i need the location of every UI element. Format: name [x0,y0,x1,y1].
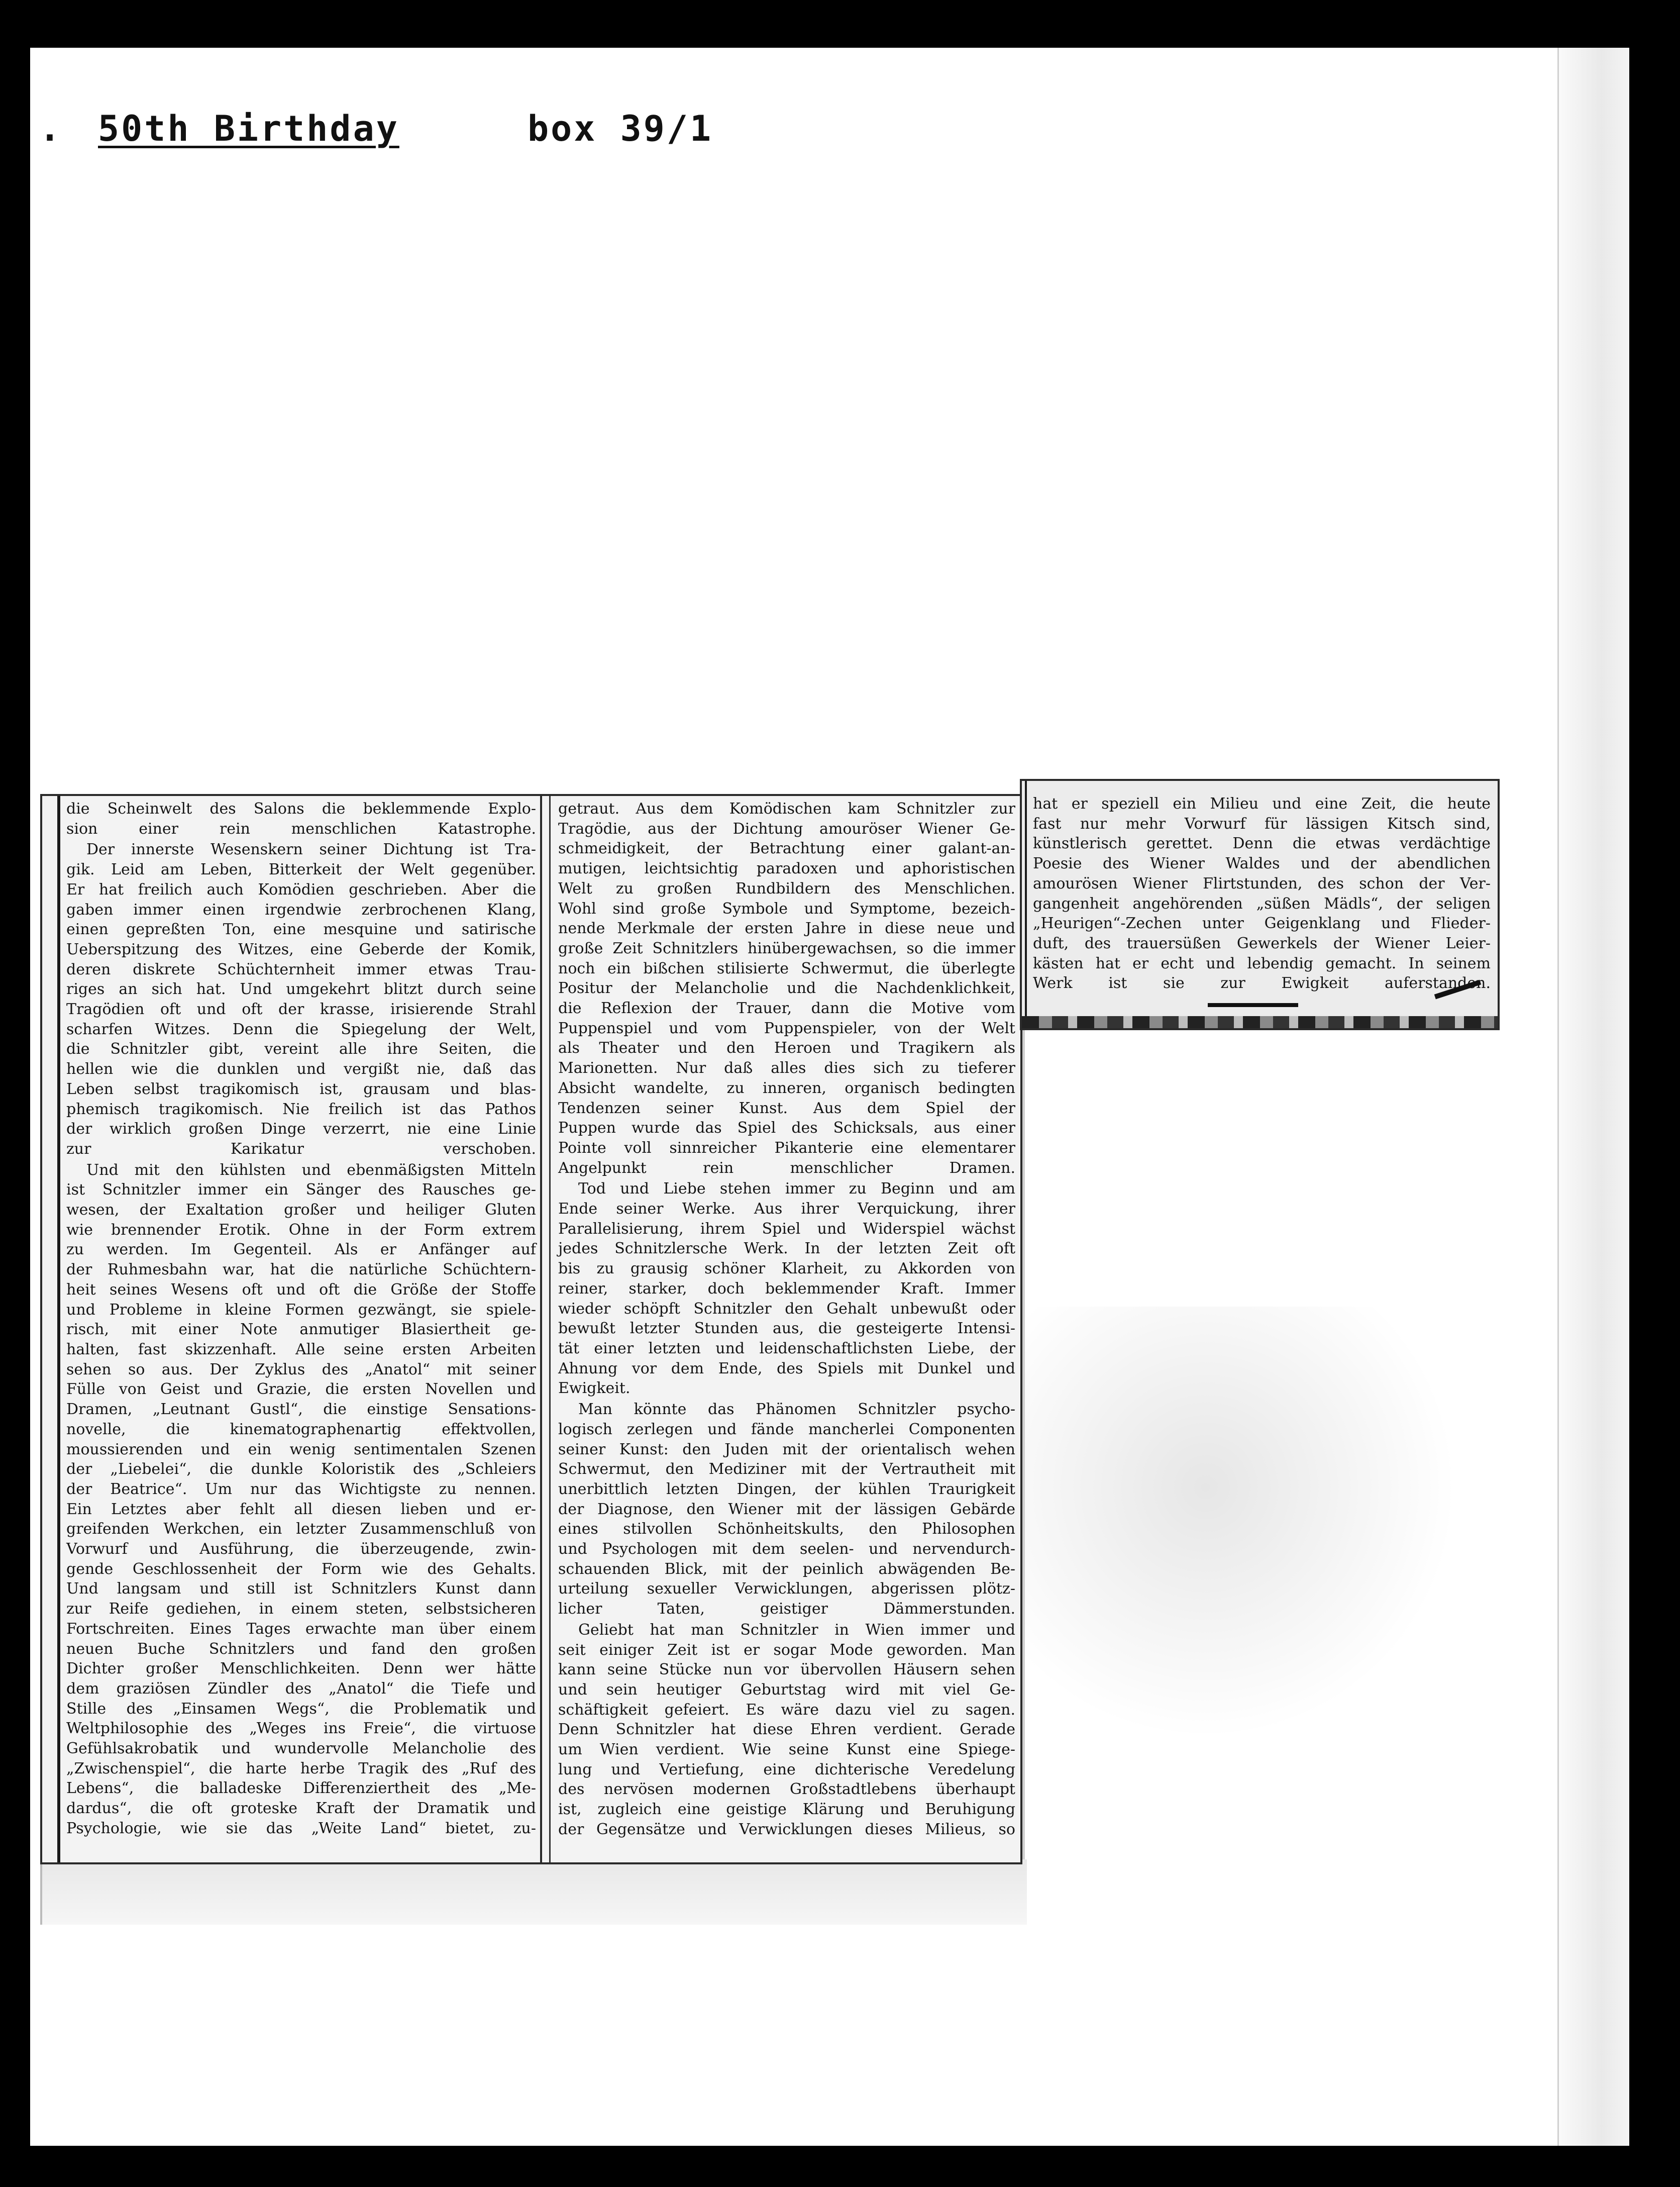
article-column-3 [1020,779,1500,1030]
faded-text-strip [40,1859,1027,1925]
paragraph: Tod und Liebe stehen immer zu Beginn und am Ende seiner Werke. Aus ihrer Verquickung, ihrer Parallelisierung, ihrem Spiel und Widerspiel wächst jedes Schnitzlersche Werk. In der letzten Zeit oft bis zu grausig schöner Klarheit, zu Akkorden von reiner, starker, doch beklemmender Kraft. Immer wieder schöpft Schnitzler den Gehalt unbewußt oder bewußt letzter Stunden aus, die gesteigerte Intensi- tät einer letzten und leidenschaftlichsten Liebe, der Ahnung vor dem Ende, des Spiels mit Dunkel und Ewigkeit. [558,1180,1015,1398]
paragraph: Man könnte das Phänomen Schnitzler psycho- logisch zerlegen und fände mancherlei Componenten seiner Kunst: den Juden mit der orientalisch wehen Schwermut, den Mediziner mit der Vertrautheit mit unerbittlich letzten Dingen, der kühlen Traurigkeit der Diagnose, den Wiener mit der lässigen Gebärde eines stilvollen Schönheitskults, den Philosophen und Psychologen mit dem seelen- und nervendurch- schauenden Blick, mit der peinlich abwägenden Be- urteilung sexueller Verwicklungen, abgerissen plötz- licher Taten, geistiger Dämmerstunden. [558,1401,1015,1618]
paragraph: hat er speziell ein Milieu und eine Zeit, die heute fast nur mehr Vorwurf für lässigen Kitsch sind, künstlerisch gerettet. Denn die etwas verdächtige Poesie des Wiener Waldes und der abendlichen amourösen Wiener Flirtstunden, des schon der Ver- gangenheit angehörenden „süßen Mädls“, der seligen „Heurigen“-Zechen unter Geigenklang und Flieder- duft, des trauersüßen Gewerkels der Wiener Leier- kästen hat er echt und lebendig gemacht. In seinem Werk ist sie zur Ewigkeit auferstanden. [1033,795,1491,992]
column-divider [549,796,551,1862]
paper-smudge [1025,1307,1477,1759]
folder-title: 50th Birthday [98,108,399,149]
end-of-article-rule [1208,1003,1298,1007]
article-column-1 [40,794,545,1864]
column-rule [57,796,60,1862]
box-number: box 39/1 [528,108,713,149]
paragraph: getraut. Aus dem Komödischen kam Schnitzler zur Tragödie, aus der Dichtung amouröser Wiener Ge- schmeidigkeit, der Betrachtung einer galant-an- mutigen, leichtsichtig paradoxen und aphoristischen Welt zu großen Rundbildern des Menschlichen. Wohl sind große Symbole und Symptome, bezeich- nende Merkmale der ersten Jahre in diese neue und große Zeit Schnitzlers hinübergewachsen, so die immer noch ein bißchen stilisierte Schwermut, die überlegte Positur der Melancholie und die Nachdenklichkeit, die Reflexion der Trauer, dann die Motive vom Puppenspiel und vom Puppenspieler, von der Welt als Theater und den Heroen und Tragikern als Marionetten. Nur daß alles dies sich zu tieferer Absicht wandelte, zu inneren, organisch bedingten Tendenzen seiner Kunst. Aus dem Spiel der Puppen wurde das Spiel des Schicksals, aus einer Pointe voll sinnreicher Pikanterie eine elementarer Angelpunkt rein menschlicher Dramen. [558,800,1015,1177]
torn-edge [1022,1016,1498,1029]
backing-paper-edge [1557,48,1629,2146]
paragraph: Der innerste Wesenskern seiner Dichtung ist Tra- gik. Leid am Leben, Bitterkeit der Welt gegenüber. Er hat freilich auch Komödien geschrieben. Aber die gaben immer einen irgendwie zerbrochenen Klang, einen gepreßten Ton, eine mesquine und satirische Ueberspitzung des Witzes, eine Geberde der Komik, deren diskrete Schüchternheit immer etwas Trau- riges an sich hat. Und umgekehrt blitzt durch seine Tragödien oft und oft der krasse, irisierende Strahl scharfen Witzes. Denn die Spiegelung der Welt, die Schnitzler gibt, vereint alle ihre Seiten, die hellen wie die dunklen und vergißt nie, daß das Leben selbst tragikomisch ist, grausam und blas- phemisch tragikomisch. Nie freilich ist das Pathos der wirklich großen Dinge verzerrt, nie eine Linie zur Karikatur verschoben. [66,841,536,1158]
paragraph: die Scheinwelt des Salons die beklemmende Explo- sion einer rein menschlichen Katastrophe. [66,800,536,838]
header-mark: . [39,108,63,149]
paragraph: Und mit den kühlsten und ebenmäßigsten Mitteln ist Schnitzler immer ein Sänger des Rausches ge- wesen, der Exaltation großer und heiliger Gluten wie brennender Erotik. Ohne in der Form extrem zu werden. Im Gegenteil. Als er Anfänger auf der Ruhmesbahn war, hat die natürliche Schüchtern- heit seines Wesens oft und oft die Größe der Stoffe und Probleme in kleine Formen gezwängt, sie spiele- risch, mit einer Note anmutiger Blasiertheit ge- halten, fast skizzenhaft. Alle seine ersten Arbeiten sehen so aus. Der Zyklus des „Anatol“ mit seiner Fülle von Geist und Grazie, die ersten Novellen und Dramen, „Leutnant Gustl“, die einstige Sensations- novelle, die kinematographenartig effektvollen, moussierenden und ein wenig sentimentalen Szenen der „Liebelei“, die dunkle Koloristik des „Schleiers der Beatrice“. Um nur das Wichtigste zu nennen. Ein Letztes aber fehlt all diesen lieben und er- greifenden Werkchen, ein letzter Zusammenschluß von Vorwurf und Ausführung, die überzeugende, zwin- gende Geschlossenheit der Form wie des Gehalts. Und langsam und still ist Schnitzlers Kunst dann zur Reife gediehen, in einem steten, selbstsicheren Fortschreiten. Eines Tages erwachte man über einem neuen Buche Schnitzlers und fand den großen Dichter großer Menschlichkeiten. Denn wer hätte dem graziösen Zündler des „Anatol“ die Tiefe und Stille des „Einsamen Wegs“, die Problematik und Weltphilosophie des „Weges ins Freie“, die virtuose Gefühlsakrobatik und wundervolle Melancholie des „Zwischenspiel“, die harte herbe Tragik des „Ruf des Lebens“, die balladeske Differenziertheit des „Me- dardus“, die oft groteske Kraft der Dramatik und Psychologie, wie sie das „Weite Land“ bietet, zu- [66,1161,536,1837]
column-rule [1025,781,1027,1028]
article-column-2 [540,794,1022,1864]
paragraph: Geliebt hat man Schnitzler in Wien immer und seit einiger Zeit ist er sogar Mode geworden. Man kann seine Stücke nun vor übervollen Häusern sehen und sein heutiger Geburtstag wird mit viel Ge- schäftigkeit gefeiert. Es wäre dazu viel zu sagen. Denn Schnitzler hat diese Ehren verdient. Gerade um Wien verdient. Wie seine Kunst eine Spiege- lung und Vertiefung, eine dichterische Veredelung des nervösen modernen Großstadtlebens überhaupt ist, zugleich eine geistige Klärung und Beruhigung der Gegensätze und Verwicklungen dieses Milieus, so [558,1621,1015,1838]
